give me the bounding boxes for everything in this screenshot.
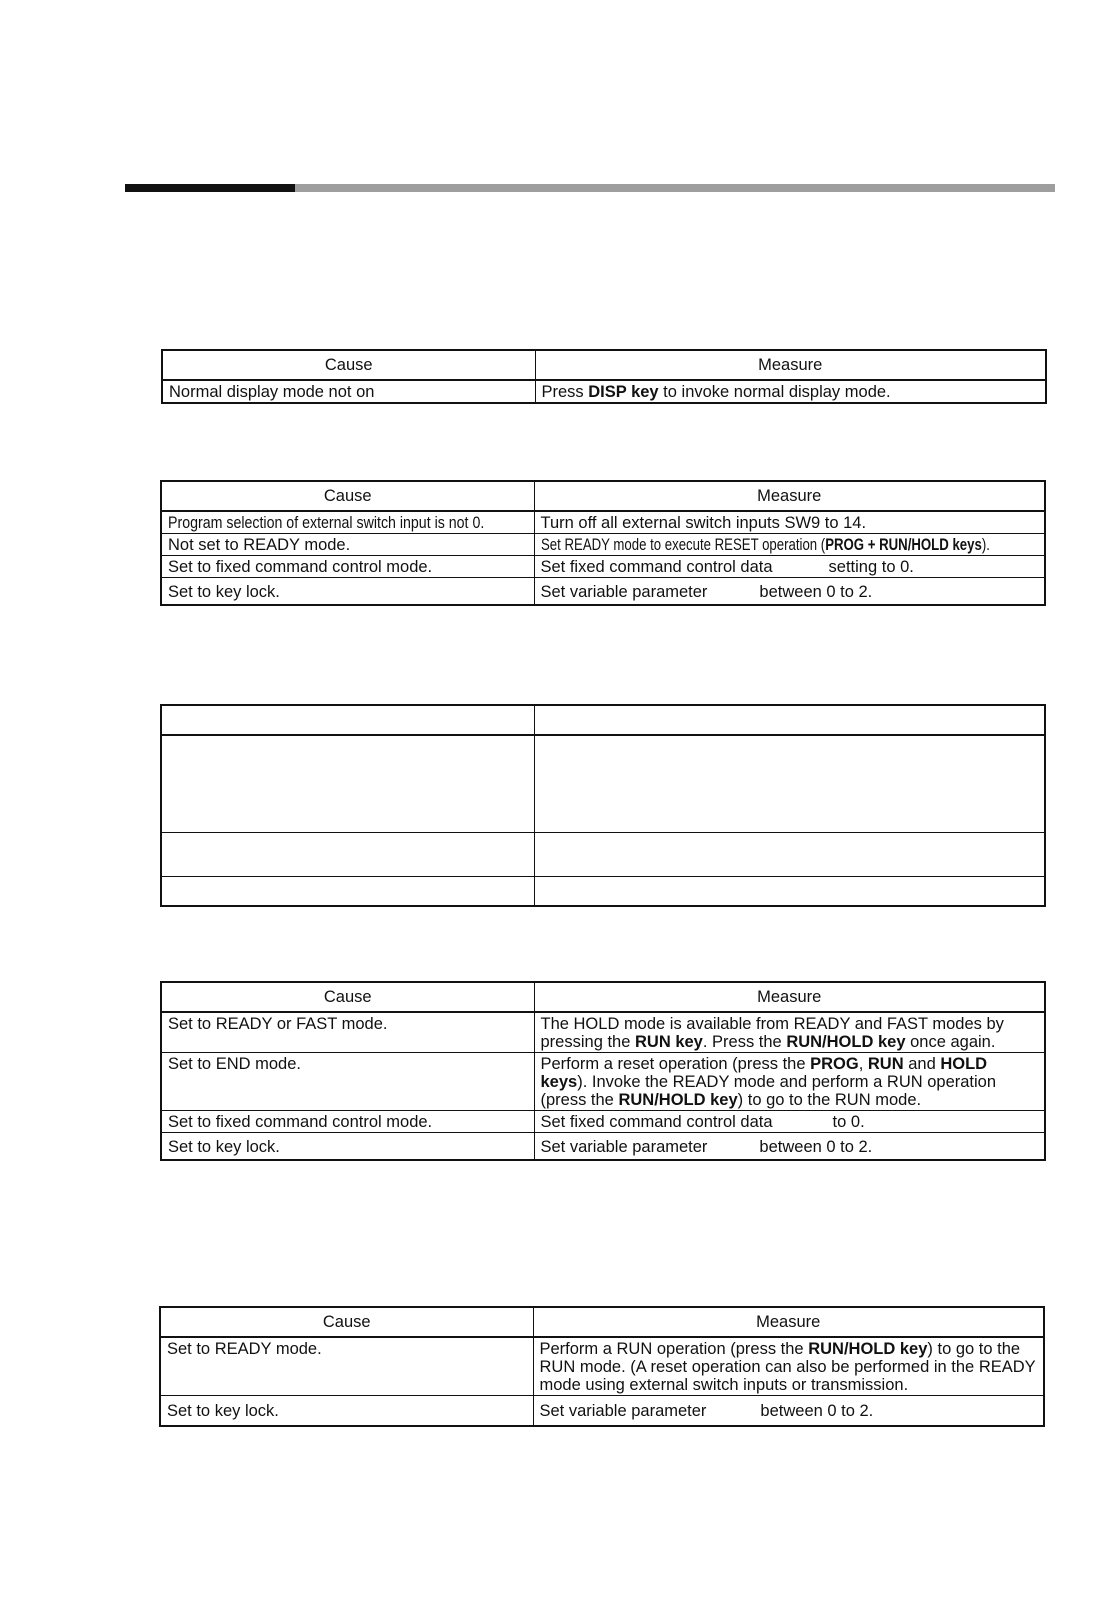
measure-key: RUN: [867, 1055, 904, 1073]
cause-cell: Set to READY mode.: [160, 1337, 533, 1396]
measure-cell: [534, 534, 1045, 556]
measure-key: RUN key: [634, 1033, 703, 1051]
cause-cell: Set to READY or FAST mode.: [161, 1012, 534, 1053]
table-row: [161, 534, 1045, 556]
header-cause: Cause: [161, 982, 534, 1012]
measure-text: Set variable parameter: [539, 1402, 707, 1420]
measure-key: PROG + RUN/HOLD keys: [824, 536, 982, 554]
measure-text: Set READY mode to execute RESET operation (: [540, 536, 825, 554]
table-row: [161, 578, 1045, 606]
measure-text: Set fixed command control data: [540, 1113, 773, 1131]
measure-text: setting to 0.: [828, 558, 914, 576]
measure-text: once again.: [905, 1033, 996, 1051]
table-row: [161, 877, 1045, 907]
measure-cell: [534, 1053, 1045, 1111]
cause-cell: Set to fixed command control mode.: [161, 556, 534, 578]
measure-cell: [534, 1133, 1045, 1161]
measure-text: ). Invoke the READY mode and perform a RUN operation (press the: [540, 1073, 997, 1109]
measure-cell: [534, 877, 1045, 907]
troubleshoot-table-2: [160, 480, 1046, 606]
measure-key: HOLD keys: [540, 1055, 988, 1091]
table-row: [161, 1111, 1045, 1133]
table-row: [161, 1012, 1045, 1053]
header-cause: Cause: [162, 350, 535, 380]
table-row: [161, 511, 1045, 534]
measure-cell: [535, 380, 1046, 403]
cause-cell: [161, 877, 534, 907]
table-row: [161, 735, 1045, 833]
header-measure: [534, 705, 1045, 735]
table-row: [161, 556, 1045, 578]
table-header-row: [162, 350, 1046, 380]
cause-cell: Set to END mode.: [161, 1053, 534, 1111]
measure-text: to invoke normal display mode.: [658, 383, 891, 401]
cause-cell: [161, 511, 534, 534]
table-row: [161, 1133, 1045, 1161]
measure-text: between 0 to 2.: [759, 582, 873, 601]
measure-text: Press: [541, 383, 589, 401]
cause-cell: Not set to READY mode.: [161, 534, 534, 556]
table-row: [161, 833, 1045, 877]
measure-text: ).: [981, 536, 990, 554]
measure-text: Set variable parameter: [540, 582, 708, 601]
cause-cell: Normal display mode not on: [162, 380, 535, 403]
header-measure: Measure: [533, 1307, 1044, 1337]
header-cause: [161, 705, 534, 735]
cause-text: Program selection of external switch input is not 0.: [168, 514, 485, 532]
measure-text: Perform a RUN operation (press the: [539, 1340, 809, 1358]
measure-cell: Turn off all external switch inputs SW9 to 14.: [534, 511, 1045, 534]
table-header-row: [161, 982, 1045, 1012]
table-row: [160, 1396, 1044, 1427]
section-rule-dark: [125, 184, 295, 192]
measure-text: The HOLD mode is available from READY and FAST modes by pressing the: [540, 1015, 1004, 1051]
cause-cell: Set to fixed command control mode.: [161, 1111, 534, 1133]
measure-text: . Press the: [702, 1033, 787, 1051]
troubleshoot-table-5: [159, 1306, 1045, 1427]
cause-cell: Set to key lock.: [161, 578, 534, 606]
table-row: [160, 1337, 1044, 1396]
measure-cell: [534, 833, 1045, 877]
header-measure: Measure: [534, 982, 1045, 1012]
header-measure: Measure: [535, 350, 1046, 380]
cause-cell: [161, 833, 534, 877]
measure-key: DISP key: [588, 383, 659, 401]
measure-cell: [534, 1012, 1045, 1053]
header-cause: Cause: [161, 481, 534, 511]
measure-text: ) to go to the RUN mode.: [737, 1091, 922, 1109]
measure-text: Set variable parameter: [540, 1137, 708, 1156]
table-header-row: [161, 705, 1045, 735]
measure-text: to 0.: [832, 1113, 865, 1131]
measure-cell: [534, 735, 1045, 833]
cause-cell: Set to key lock.: [161, 1133, 534, 1161]
cause-cell: Set to key lock.: [160, 1396, 533, 1427]
measure-cell: [534, 556, 1045, 578]
measure-key: RUN/HOLD key: [786, 1033, 906, 1051]
header-cause: Cause: [160, 1307, 533, 1337]
section-rule-grey: [295, 184, 1055, 192]
measure-cell: [534, 1111, 1045, 1133]
measure-key: RUN/HOLD key: [808, 1340, 928, 1358]
cause-cell: [161, 735, 534, 833]
table-row: [162, 380, 1046, 403]
measure-text: between 0 to 2.: [760, 1402, 874, 1420]
measure-key: PROG: [810, 1055, 859, 1073]
measure-text: Perform a reset operation (press the: [540, 1055, 811, 1073]
measure-cell: [533, 1337, 1044, 1396]
measure-text: ,: [858, 1055, 868, 1073]
measure-cell: [534, 578, 1045, 606]
table-header-row: [160, 1307, 1044, 1337]
header-measure: Measure: [534, 481, 1045, 511]
measure-key: RUN/HOLD key: [618, 1091, 738, 1109]
troubleshoot-table-3: [160, 704, 1046, 907]
table-row: [161, 1053, 1045, 1111]
measure-cell: [533, 1396, 1044, 1427]
measure-text: ) to go to the RUN mode. (A reset operation can also be performed in the READY mode using external switch inputs or transmission.: [539, 1340, 1036, 1394]
measure-text-group: [541, 536, 990, 554]
measure-text: Set fixed command control data: [540, 558, 773, 576]
troubleshoot-table-1: [161, 349, 1047, 404]
measure-text: and: [903, 1055, 941, 1073]
troubleshoot-table-4: [160, 981, 1046, 1161]
measure-text: between 0 to 2.: [759, 1137, 873, 1156]
table-header-row: [161, 481, 1045, 511]
